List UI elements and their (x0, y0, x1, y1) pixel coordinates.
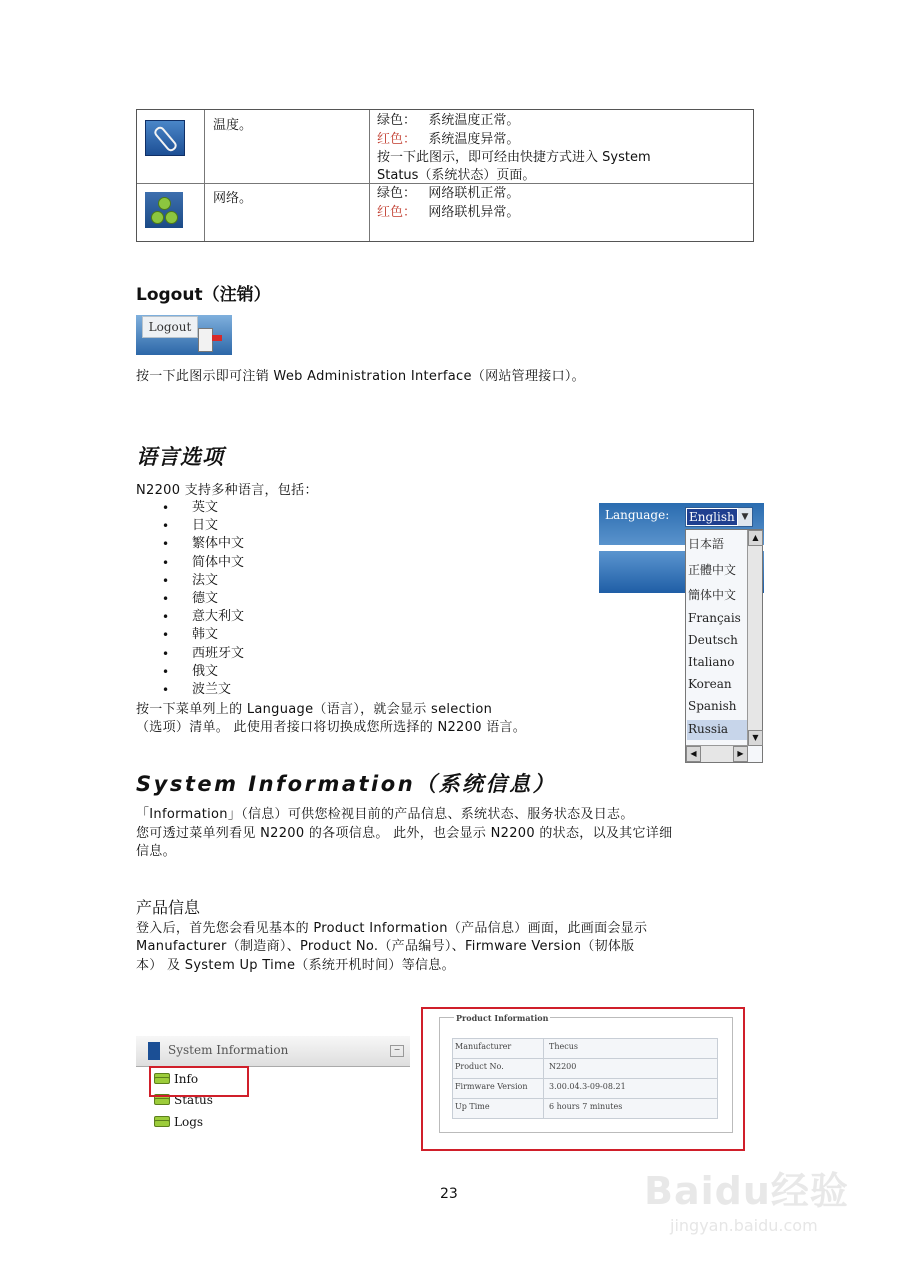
vertical-scrollbar[interactable] (747, 530, 762, 746)
list-item: • 波兰文 (160, 681, 244, 699)
product-info-panel (421, 1007, 745, 1151)
logout-button-label: Logout (142, 316, 198, 338)
product-info-line-3: 本） 及 System Up Time（系统开机时间）等信息。 (136, 958, 455, 973)
system-info-para-1: 「Information」（信息）可供您检视目前的产品信息、系统状态、服务状态及日志。 (136, 807, 634, 822)
status-name-network: 网络。 (213, 191, 253, 206)
language-widget (599, 503, 764, 765)
status-table (136, 109, 754, 242)
menu-item-logs[interactable]: Logs (154, 1115, 203, 1129)
list-item: • 简体中文 (160, 554, 244, 572)
language-options-list (685, 529, 763, 763)
logout-button[interactable] (136, 315, 232, 355)
product-info-line-1: 登入后，首先您会看见基本的 Product Information（产品信息）画面，此画面会显示 (136, 921, 648, 936)
list-item: • 繁体中文 (160, 535, 244, 553)
list-item: • 日文 (160, 517, 244, 535)
language-select[interactable] (685, 507, 753, 527)
table-row: Product No. N2200 (452, 1058, 718, 1079)
thermometer-icon[interactable] (145, 120, 185, 156)
language-label: Language: (605, 508, 670, 522)
door-icon (198, 328, 213, 352)
highlight-box (149, 1066, 249, 1097)
network-icon (145, 192, 183, 228)
page-number: 23 (440, 1186, 458, 1202)
stack-icon (154, 1116, 168, 1128)
menu-item-status[interactable]: Status (154, 1093, 213, 1107)
language-intro: N2200 支持多种语言，包括： (136, 483, 318, 498)
language-heading: 语言选项 (136, 445, 224, 469)
status-desc-line: Status（系统状态）页面。 (377, 168, 536, 183)
language-option[interactable]: Spanish (688, 699, 737, 713)
table-row: Manufacturer Thecus (452, 1038, 718, 1059)
scroll-down-icon[interactable]: ▼ (748, 730, 763, 746)
language-option[interactable]: 簡体中文 (688, 588, 737, 602)
system-info-para-2: 您可透过菜单列看见 N2200 的各项信息。 此外，也会显示 N2200 的状态，以及其它详细 (136, 826, 673, 841)
list-item: • 俄文 (160, 663, 244, 681)
watermark-logo: Baidu经验 (644, 1169, 849, 1213)
table-row: Up Time 6 hours 7 minutes (452, 1098, 718, 1119)
status-desc-line: 红色： 系统温度异常。 (377, 132, 520, 147)
language-outro-1: 按一下菜单列上的 Language（语言），就会显示 selection (136, 702, 493, 717)
scroll-right-icon[interactable]: ▶ (733, 746, 748, 762)
status-name-temperature: 温度。 (213, 118, 253, 133)
language-list (160, 499, 244, 699)
system-info-menu-title: System Information (168, 1043, 289, 1057)
baidu-watermark (640, 1150, 855, 1250)
system-info-heading: System Information（系统信息） (136, 772, 557, 796)
status-desc-line: 绿色： 系统温度正常。 (377, 113, 520, 128)
logout-heading: Logout（注销） (136, 285, 271, 305)
book-icon (148, 1042, 160, 1060)
language-option[interactable]: Italiano (688, 655, 735, 669)
system-info-menu-header[interactable] (136, 1036, 410, 1067)
language-option[interactable]: Deutsch (688, 633, 738, 647)
list-item: • 意大利文 (160, 608, 244, 626)
status-desc-line: 红色： 网络联机异常。 (377, 205, 520, 220)
list-item: • 法文 (160, 572, 244, 590)
list-item: • 西班牙文 (160, 645, 244, 663)
table-row: Firmware Version 3.00.04.3-09-08.21 (452, 1078, 718, 1099)
status-desc-line: 绿色： 网络联机正常。 (377, 186, 520, 201)
menu-item-info[interactable]: Info (154, 1072, 198, 1086)
collapse-icon[interactable]: − (390, 1045, 404, 1057)
system-info-para-3: 信息。 (136, 844, 176, 859)
product-info-heading: 产品信息 (136, 898, 201, 917)
status-desc-line: 按一下此图示，即可经由快捷方式进入 System (377, 150, 651, 165)
list-item: • 德文 (160, 590, 244, 608)
logout-description: 按一下此图示即可注销 Web Administration Interface（网站管理接口）。 (136, 369, 585, 384)
scroll-left-icon[interactable]: ◀ (686, 746, 701, 762)
language-outro-2: （选项）清单。 此使用者接口将切换成您所选择的 N2200 语言。 (136, 720, 527, 735)
watermark-url: jingyan.baidu.com (670, 1216, 818, 1235)
list-item: • 韩文 (160, 626, 244, 644)
language-option[interactable]: Russia (688, 722, 729, 736)
scroll-up-icon[interactable]: ▲ (748, 530, 763, 546)
language-option[interactable]: 日本語 (688, 537, 725, 551)
language-option[interactable]: Français (688, 611, 741, 625)
language-option[interactable]: 正體中文 (688, 563, 737, 577)
exit-arrow-icon (212, 335, 222, 341)
product-info-panel-title: Product Information (456, 1013, 549, 1023)
chevron-down-icon[interactable]: ▼ (738, 508, 752, 526)
language-option[interactable]: Korean (688, 677, 732, 691)
product-info-line-2: Manufacturer（制造商）、Product No.（产品编号）、Firmware Version（韧体版 (136, 939, 635, 954)
list-item: • 英文 (160, 499, 244, 517)
language-selected-value: English (689, 510, 735, 524)
horizontal-scrollbar[interactable] (686, 745, 748, 762)
